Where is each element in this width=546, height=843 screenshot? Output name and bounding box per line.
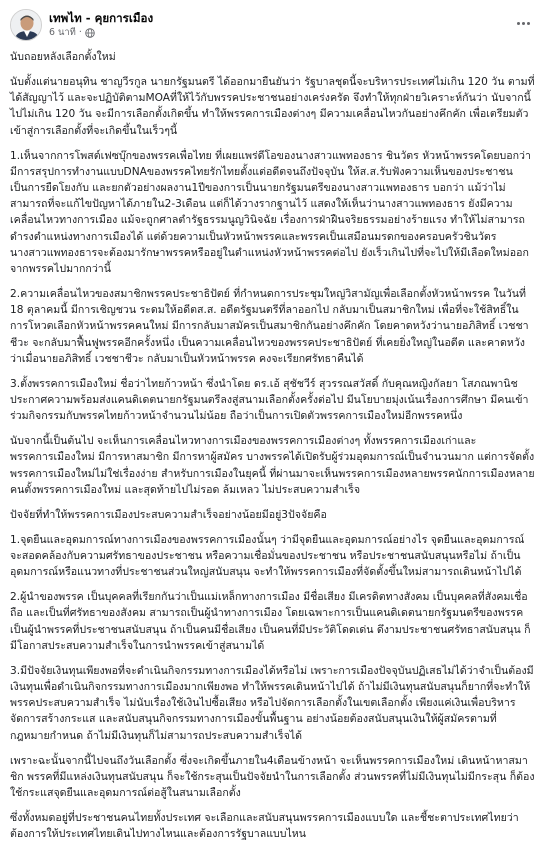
post-headline: นับถอยหลังเลือกตั้งใหม่ — [10, 51, 116, 63]
post-paragraph: ซึ่งทั้งหมดอยู่ที่ประชาชนคนไทยทั้งประเทศ จะเลือกและสนับสนุนพรรคการเมืองแบบใด และชี้ชะตาประเทศไทยว่า ต้องการให้ประเทศไทยเดินไปทางไหนและต้องการรัฐบาลแบบไหน — [10, 812, 519, 841]
post-paragraph: ปัจจัยที่ทำให้พรรคการเมืองประสบความสำเร็จอย่างน้อยมีอยู่3ปัจจัยคือ — [10, 508, 327, 521]
more-horizontal-icon[interactable] — [512, 12, 534, 34]
post-paragraph: 3.มีปัจจัยเงินทุนเพียงพอที่จะดำเนินกิจกรรมทางการเมืองได้หรือไม่ เพราะการเมืองปัจจุบันปฏิเสธไม่ได้ว่าจำเป็นต้องมีเงินทุนเพื่อดำเนินกิจกรรมทางการเมืองมากเพียงพอ ทำให้พรรคเดินหน้าไปได้ ถ้าไม่มีเงินทุนสนับสนุนก็ยากที่จะทำให้พรรคประสบความสำเร็จ ไม่นับเรื่องใช้เงินไปซื้อเสียง หรือไปจัดการเลือกตั้งในเขตเลือกตั้ง เพียงแค่เงินเพื่อบริหารจัดการสร้างกระแส และสนับสนุนกิจกรรมทางการเมืองขั้นพื้นฐาน อย่างน้อยต้องสนับสนุนเงินให้ผู้สมัครตามที่กฎหมายกำหนด ถ้าไม่มีเงินทุนก็ไม่สามารถประสบความสำเร็จได้ — [10, 664, 534, 742]
post-body — [10, 49, 536, 843]
post-meta — [49, 26, 153, 39]
post-paragraph: เพราะฉะนั้นจากนี้ไปจนถึงวันเลือกตั้ง ซึ่งจะเกิดขึ้นภายใน4เดือนข้างหน้า จะเห็นพรรคการเมืองใหม่ เดินหน้าหาสมาชิก พรรคที่มีแหล่งเงินทุนสนับสนุน ก็จะใช้กระสุนเป็นปัจจัยนำในการเลือกตั้ง ส่วนพรรคที่ไม่มีเงินทุนไม่มีกระสุน ก็ต้องใช้กระแสจุดยืนและอุดมการณ์ต่อสู้ในสนามเลือกตั้ง — [10, 754, 535, 800]
author-name[interactable]: เทพไท - คุยการเมือง — [49, 11, 154, 25]
post-paragraph: 1.จุดยืนและอุดมการณ์ทางการเมืองของพรรคการเมืองนั้นๆ ว่ามีจุดยืนและอุดมการณ์อย่างไร จุดยืนและอุดมการณ์จะสอดคล้องกับความศรัทธาของประชาชน หรือความเชื่อมั่นของประชาชน หรือประชาชนสนับสนุนหรือไม่ ถ้าเป็นอุดมการณ์หรือแนวทางที่ประชาชนส่วนใหญ่สนับสนุน จะทำให้พรรคการเมืองที่จัดตั้งขึ้นใหม่สามารถเดินหน้าไปได้ — [10, 533, 525, 579]
header-text — [49, 11, 153, 39]
post-time[interactable]: 6 นาที — [49, 27, 76, 38]
globe-icon — [85, 28, 95, 38]
post-paragraph: 3.ตั้งพรรคการเมืองใหม่ ชื่อว่าไทยก้าวหน้า ซึ่งนำโดย ดร.เอ้ สุชัชวีร์ สุวรรณสวัสดิ์ กับคุณหญิงกัลยา โสภณพานิช ประกาศความพร้อมส่งแคนดิเดตนายกรัฐมนตรีลงสู่สนามเลือกตั้งครั้งต่อไป มีนโยบายมุ่งเน้นเรื่องการศึกษา มีคนเข้าร่วมกิจกรรมกับพรรคไทยก้าวหน้าจำนวนไม่น้อย ถือว่าเป็นการเปิดตัวพรรคการเมืองใหม่อีกพรรคหนึ่ง — [10, 377, 529, 423]
meta-separator: · — [78, 27, 82, 38]
post-paragraph: นับตั้งแต่นายอนุทิน ชาญวีรกูล นายกรัฐมนตรี ได้ออกมายืนยันว่า รัฐบาลชุดนี้จะบริหารประเทศไม่เกิน 120 วัน ตามที่ได้สัญญาไว้ และจะปฏิบัติตามMOAที่ให้ไว้กับพรรคประชาชนอย่างเคร่งครัด จึงทำให้ทุกฝ่ายวิเคราะห์กันว่า นับจากนี้ไปไม่เกิน 120 วัน จะมีการเลือกตั้งเกิดขึ้น ทำให้พรรคการเมืองต่างๆ มีความเคลื่อนไหวกันอย่างคึกคัก เพื่อเตรียมตัวเข้าสู่การเลือกตั้งที่จะเกิดขึ้นในเร็วๆนี้ — [10, 76, 535, 137]
post-paragraph: 1.เห็นจากการโพสต์เฟซบุ๊กของพรรคเพื่อไทย ที่เผยแพร่ดีโอของนางสาวแพทองธาร ชินวัตร หัวหน้าพรรคโดยบอกว่า มีการสรุปการทำงานแบบDNAของพรรคไทยรักไทยตั้งแต่อดีตจนถึงปัจจุบัน ให้ส.ส.รับฟังความเห็นของประชาชน เป็นการยืดโยงกับ และยกตัวอย่างผลงาน1ปีของการเป็นนายกรัฐมนตรีของนางสาวแพทองธาร บอกว่า แม้ว่าไม่สามารถที่จะแก้ไขปัญหาได้ภายใน2-3เดือน แต่ก็ได้วางรากฐานไว้ แสดงให้เห็นว่านางสาวแพทองธาร ยังมีความเคลื่อนไหวทางการเมือง แม้จะถูกศาลตำรัฐธรรมนูญวินิจฉัย เรื่องการฝ่าฝืนจริยธรรมอย่างร้ายแรง ทำให้ไม่สามารถดำรงตำแหน่งทางการเมืองได้ แต่ด้วยความเป็นหัวหน้าพรรคและพรรคเป็นเสมือนมรดกของครอบครัวชินวัตร นางสาวแพทองธารจะต้องมารักษาพรรคหรืออยู่ในตำแหน่งหัวหน้าพรรคต่อไป ยังเร็วเกินไปที่จะไปให้มีเลือดใหม่ออกจากพรรคไปมากกว่านี้ — [10, 149, 531, 276]
post-paragraph: 2.ผู้นำของพรรค เป็นบุคคลที่เรียกกันว่าเป็นแม่เหล็กทางการเมือง มีชื่อเสียง มีเครดิตทางสังคม เป็นบุคคลที่สังคมเชื่อถือ และเป็นที่ศรัทธาของสังคม สามารถเป็นผู้นำทางการเมือง โดยเฉพาะการเป็นแคนดิเดตนายกรัฐมนตรีของพรรค เป็นผู้นำพรรคที่ประชาชนสนับสนุน ถ้าเป็นคนมีชื่อเสียง เป็นคนที่มีประวัติโดดเด่น ดึงามประชาชนศรัทธาสนับสนุน ก็มีโอกาสประสบความสำเร็จในการนำพรรคเข้าสู่สนามได้ — [10, 591, 531, 652]
post-paragraph: นับจากนี้เป็นต้นไป จะเห็นการเคลื่อนไหวทางการเมืองของพรรคการเมืองต่างๆ ทั้งพรรคการเมืองเก่าและพรรคการเมืองใหม่ มีการหาสมาชิก มีการหาผู้สมัคร บางพรรคได้เปิดรับผู้ร่วมอุดมการณ์เป็นจำนวนมาก แต่การจัดตั้งพรรคการเมืองใหม่ไม่ใช่เรื่องง่าย สำหรับการเมืองในยุคนี้ ที่ผ่านมาจะเห็นพรรคการเมืองหลายพรรคนักการเมืองหลายคนตั้งพรรคการเมืองใหม่ และสุดท้ายไปไม่รอด ล้มเหลว ไม่ประสบความสำเร็จ — [10, 435, 535, 496]
post-paragraph: 2.ความเคลื่อนไหวของสมาชิกพรรคประชาธิปัตย์ ที่กำหนดการประชุมใหญ่วิสามัญเพื่อเลือกตั้งหัวหน้าพรรค ในวันที่ 18 ตุลาคมนี้ มีการเชิญชวน ระดมให้อดีตส.ส. อดีตรัฐมนตรีที่ลาออกไป กลับมาเป็นสมาชิกใหม่ เพื่อที่จะใช้สิทธิ์ในการโหวตเลือกหัวหน้าพรรคคนใหม่ มีการกลับมาสมัครเป็นสมาชิกกันอย่างคึกคัก โดยคาดหวังว่านายอภิสิทธิ์ เวชชาชีวะ จะกลับมาฟื้นฟูพรรคอีกครั้งหนึ่ง เป็นความเคลื่อนไหวของพรรคประชาธิปัตย์ ที่เคยยิ่งใหญ่ในอดีต และคาดหวังว่าเมื่อนายอภิสิทธิ์ เวชชาชีวะ กลับมาเป็นหัวหน้าพรรค คงจะเรียกศรัทธาคืนได้ — [10, 288, 529, 365]
author-avatar[interactable] — [10, 9, 42, 41]
post-header — [10, 8, 536, 42]
